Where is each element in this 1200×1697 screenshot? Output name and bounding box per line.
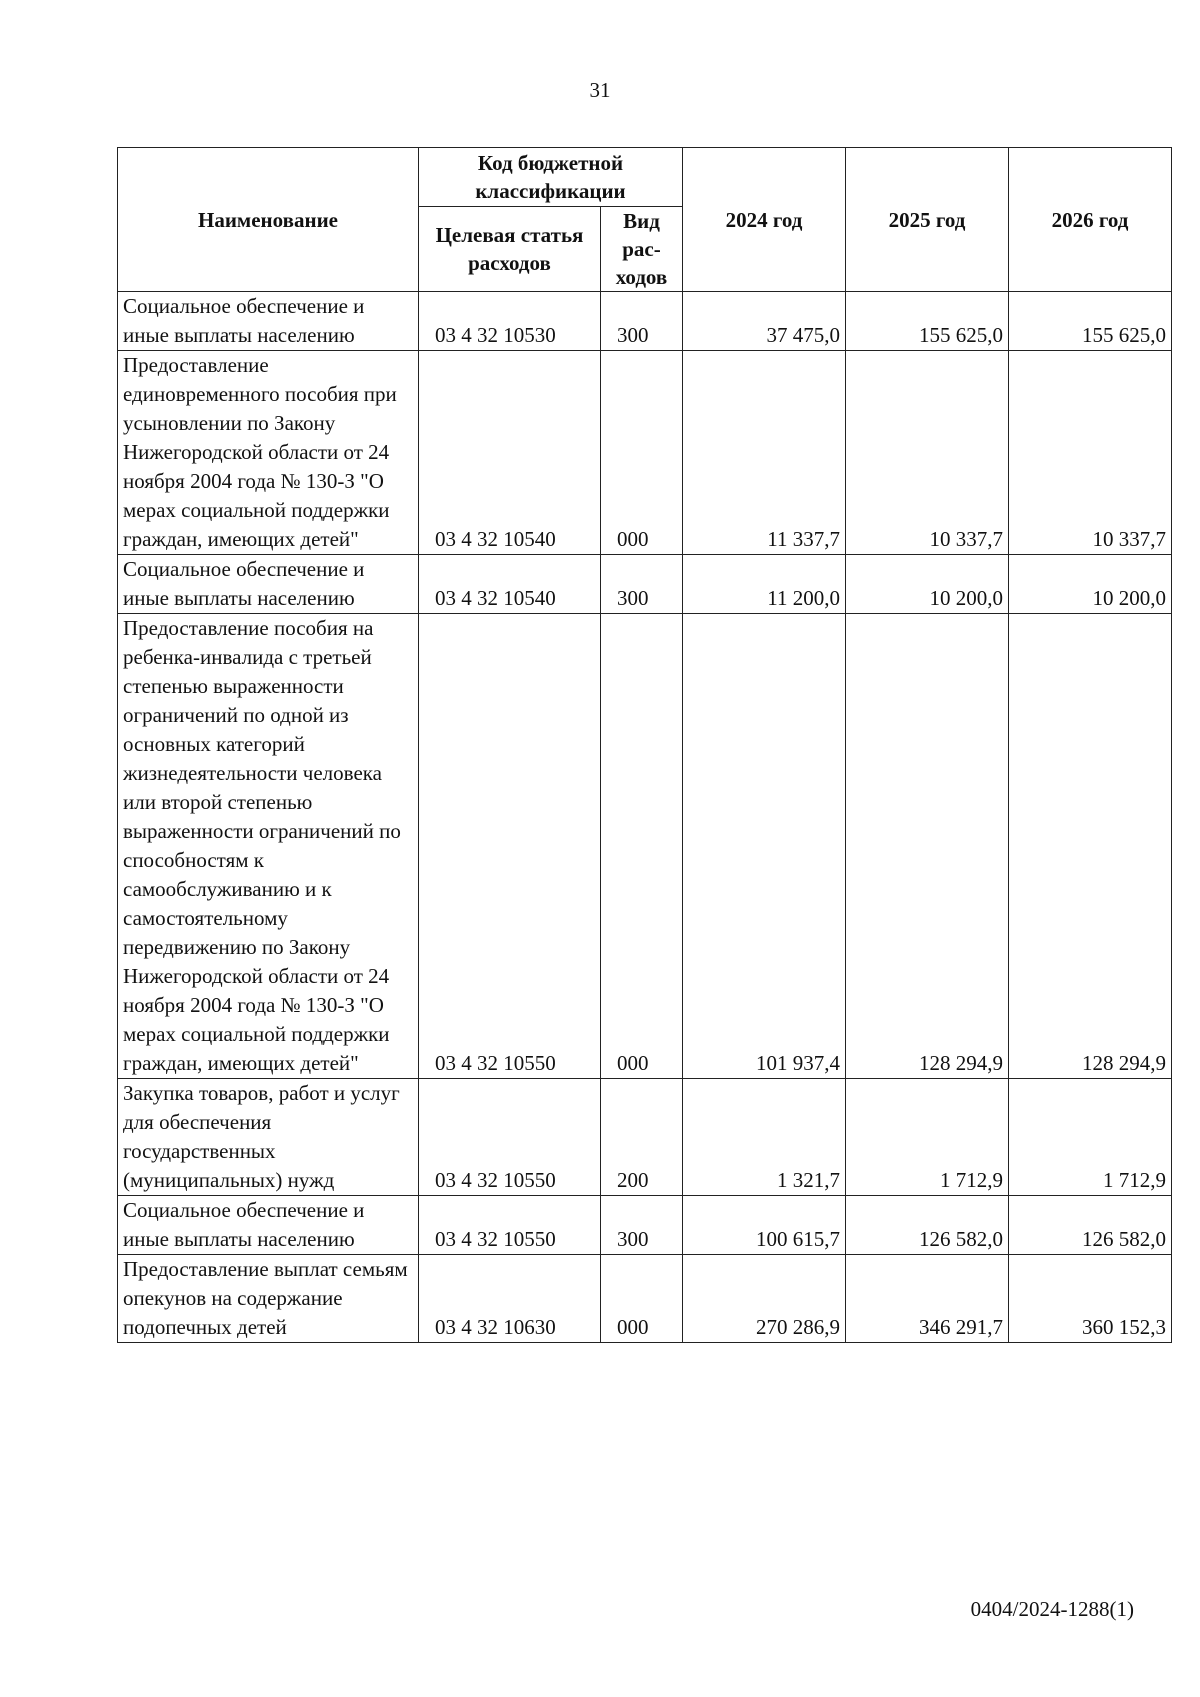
row-2024: 11 337,7 xyxy=(683,351,846,555)
header-kind: Вид рас-ходов xyxy=(601,207,683,292)
row-2026: 10 337,7 xyxy=(1009,351,1172,555)
row-name: Социальное обеспечение и иные выплаты населению xyxy=(118,1196,419,1255)
row-2026: 10 200,0 xyxy=(1009,555,1172,614)
row-vid: 300 xyxy=(601,1196,683,1255)
row-name: Предоставление единовременного пособия при усыновлении по Закону Нижегородской области от 24 ноября 2004 года № 130-З "О мерах социальной поддержки граждан, имеющих детей" xyxy=(118,351,419,555)
row-2024: 270 286,9 xyxy=(683,1255,846,1343)
row-2025: 346 291,7 xyxy=(846,1255,1009,1343)
header-2026: 2026 год xyxy=(1009,148,1172,292)
row-name: Закупка товаров, работ и услуг для обеспечения государственных (муниципальных) нужд xyxy=(118,1079,419,1196)
row-2026: 360 152,3 xyxy=(1009,1255,1172,1343)
row-vid: 300 xyxy=(601,292,683,351)
row-2025: 1 712,9 xyxy=(846,1079,1009,1196)
header-2025: 2025 год xyxy=(846,148,1009,292)
row-code: 03 4 32 10540 xyxy=(419,555,601,614)
row-2025: 155 625,0 xyxy=(846,292,1009,351)
header-name: Наименование xyxy=(118,148,419,292)
header-kbk: Код бюджетной классификации xyxy=(419,148,683,207)
row-code: 03 4 32 10550 xyxy=(419,614,601,1079)
row-2024: 101 937,4 xyxy=(683,614,846,1079)
table-row xyxy=(118,555,1172,614)
row-code: 03 4 32 10530 xyxy=(419,292,601,351)
page-number: 31 xyxy=(589,78,611,102)
row-2024: 1 321,7 xyxy=(683,1079,846,1196)
row-2025: 10 200,0 xyxy=(846,555,1009,614)
row-2025: 126 582,0 xyxy=(846,1196,1009,1255)
row-vid: 200 xyxy=(601,1079,683,1196)
document-id: 0404/2024-1288(1) xyxy=(970,1597,1134,1621)
row-vid: 000 xyxy=(601,1255,683,1343)
header-2024: 2024 год xyxy=(683,148,846,292)
row-name: Социальное обеспечение и иные выплаты населению xyxy=(118,292,419,351)
budget-table xyxy=(117,147,1172,1343)
row-vid: 000 xyxy=(601,614,683,1079)
row-vid: 000 xyxy=(601,351,683,555)
table-row xyxy=(118,1079,1172,1196)
row-vid: 300 xyxy=(601,555,683,614)
row-2024: 100 615,7 xyxy=(683,1196,846,1255)
header-target: Целевая статья расходов xyxy=(419,207,601,292)
table-row xyxy=(118,1196,1172,1255)
row-code: 03 4 32 10540 xyxy=(419,351,601,555)
row-2026: 128 294,9 xyxy=(1009,614,1172,1079)
row-name: Предоставление выплат семьям опекунов на содержание подопечных детей xyxy=(118,1255,419,1343)
table-row xyxy=(118,614,1172,1079)
row-2026: 126 582,0 xyxy=(1009,1196,1172,1255)
row-name: Предоставление пособия на ребенка-инвалида с третьей степенью выраженности ограничений по одной из основных категорий жизнедеятельности человека или второй степенью выраженности ограничений по способностям к самообслуживанию и к самостоятельному передвижению по Закону Нижегородской области от 24 ноября 2004 года № 130-З "О мерах социальной поддержки граждан, имеющих детей" xyxy=(118,614,419,1079)
table-row xyxy=(118,1255,1172,1343)
row-code: 03 4 32 10630 xyxy=(419,1255,601,1343)
row-2026: 155 625,0 xyxy=(1009,292,1172,351)
row-code: 03 4 32 10550 xyxy=(419,1079,601,1196)
row-2024: 37 475,0 xyxy=(683,292,846,351)
table-row xyxy=(118,292,1172,351)
row-name: Социальное обеспечение и иные выплаты населению xyxy=(118,555,419,614)
table-row xyxy=(118,351,1172,555)
row-2025: 128 294,9 xyxy=(846,614,1009,1079)
row-2026: 1 712,9 xyxy=(1009,1079,1172,1196)
row-2025: 10 337,7 xyxy=(846,351,1009,555)
row-2024: 11 200,0 xyxy=(683,555,846,614)
row-code: 03 4 32 10550 xyxy=(419,1196,601,1255)
table-header-row xyxy=(118,148,1172,207)
